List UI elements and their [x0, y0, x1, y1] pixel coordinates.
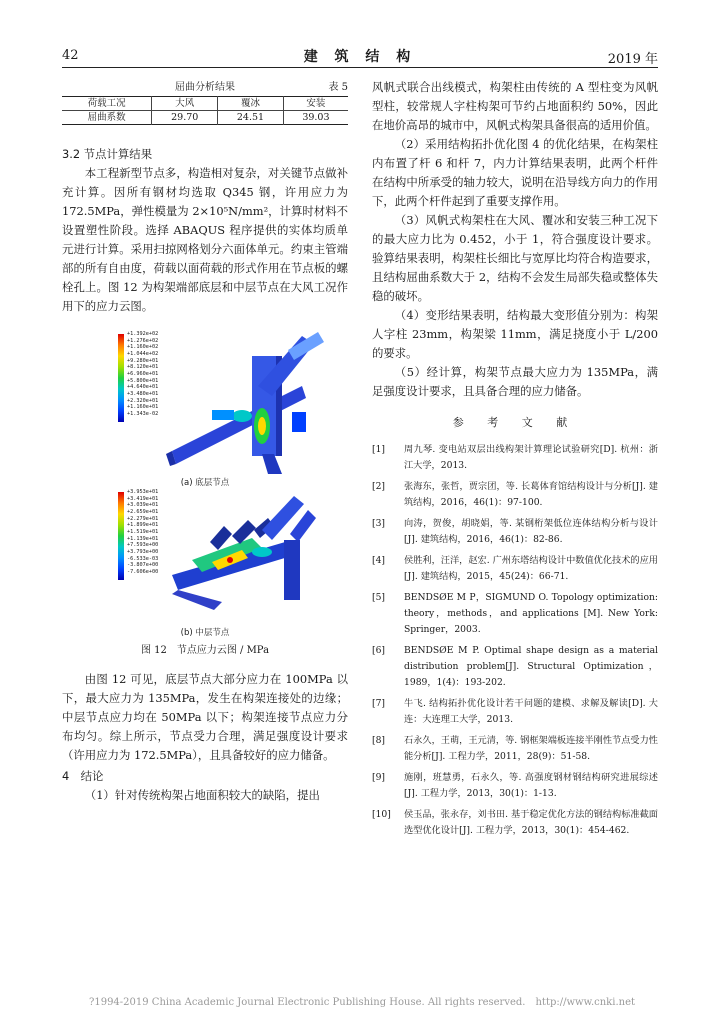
reference-item [372, 553, 658, 585]
legend-value: +2.659e+01 [127, 508, 159, 515]
legend-value: +7.593e+00 [127, 542, 159, 549]
reference-number: [7] [372, 698, 386, 709]
reference-item [372, 696, 658, 728]
figure-caption: 图 12 节点应力云图 / MPa [140, 645, 270, 656]
reference-text: 施刚，班慧勇，石永久，等. 高强度钢材钢结构研究进展综述[J]. 工程力学，2013，30(1)：1-13. [404, 772, 658, 799]
table-cell: 大风 [152, 97, 218, 111]
stress-contour-bottom-node [62, 326, 348, 476]
reference-text: 周九琴. 变电站双层出线构架计算理论试验研究[D]. 杭州：浙江大学，2013. [404, 444, 658, 471]
left-column [62, 78, 348, 805]
contour-image-b [62, 490, 348, 626]
reference-item [372, 479, 658, 511]
table-title: 屈曲分析结果 [175, 82, 235, 93]
journal-title: 建 筑 结 构 [303, 49, 417, 65]
table-caption [62, 78, 348, 96]
reference-number: [3] [372, 518, 386, 529]
legend-value: +5.800e+01 [127, 377, 159, 384]
legend-value: +1.044e+02 [127, 350, 159, 357]
legend-value: -6.533e-03 [127, 555, 159, 562]
legend-value: +1.392e+02 [127, 331, 159, 337]
paragraph: （1）针对传统构架占地面积较大的缺陷，提出 [84, 788, 320, 802]
legend-value: +1.899e+01 [127, 522, 159, 529]
reference-list [372, 442, 658, 839]
reference-text: 张海东，张哲，贾宗团，等. 长葛体育馆结构设计与分析[J]. 建筑结构，2016，46(1)：97-100. [404, 481, 658, 508]
reference-text: 侯玉品，张永存，刘书田. 基于稳定优化方法的钢结构标准截面选型优化设计[J]. 工程力学，2013，30(1)：454-462. [404, 809, 658, 836]
right-column [372, 78, 658, 844]
contour-image-a [62, 326, 348, 476]
subfigure-label-a: (a) 底层节点 [180, 478, 230, 488]
reference-item [372, 733, 658, 765]
reference-text: 侯胜利，汪洋，赵宏. 广州东塔结构设计中数值优化技术的应用[J]. 建筑结构，2015，45(24)：66-71. [404, 555, 658, 582]
legend-value: +1.160e+01 [127, 404, 159, 411]
reference-number: [9] [372, 772, 386, 783]
legend-value: +1.160e+02 [127, 344, 159, 351]
table-row [62, 97, 348, 111]
legend-value: +1.276e+02 [127, 337, 159, 344]
reference-text: 石永久，王萌，王元清，等. 钢框架端板连接半刚性节点受力性能分析[J]. 工程力学，2011，28(9)：51-58. [404, 735, 658, 762]
reference-item [372, 442, 658, 474]
legend-value: -7.606e+00 [127, 568, 159, 575]
reference-number: [4] [372, 555, 386, 566]
reference-item [372, 770, 658, 802]
subfigure-label-b: (b) 中层节点 [180, 628, 230, 638]
paragraph: （4）变形结果表明，结构最大变形值分别为：构架人字柱 23mm，构架梁 11mm，满足挠度小于 L/200 的要求。 [372, 308, 658, 360]
reference-number: [2] [372, 481, 386, 492]
table-cell: 39.03 [283, 111, 348, 125]
reference-number: [1] [372, 444, 386, 455]
legend-value: +3.419e+01 [127, 495, 159, 502]
section-heading-3-2: 3.2 节点计算结果 [62, 147, 153, 161]
page-header [62, 44, 658, 68]
copyright-footer: ?1994-2019 China Academic Journal Electronic Publishing House. All rights reserved. http://www.cnki.net [88, 997, 635, 1008]
reference-item [372, 643, 658, 691]
legend-value: +1.519e+01 [127, 528, 159, 535]
paragraph: 由图 12 可见，底层节点大部分应力在 100MPa 以下，最大应力为 135MPa，发生在构架连接处的边缘；中层节点应力均在 50MPa 以下；构架连接节点应力分布均匀。综上所示，节点受力合理，满足强度设计要求（许用应力为 172.5MPa），且具备较好的应力储备。 [62, 672, 348, 762]
table-number: 表 5 [328, 82, 348, 93]
reference-number: [5] [372, 592, 386, 603]
paragraph: （2）采用结构拓扑优化图 4 的优化结果，在构架柱内布置了杆 6 和杆 7，内力计算结果表明，此两个杆件在结构中所承受的轴力较大，说明在沿导线方向力的作用下，此两个杆件起到了重要支撑作用。 [372, 137, 658, 208]
reference-item [372, 807, 658, 839]
table-cell: 安装 [283, 97, 348, 111]
reference-number: [8] [372, 735, 386, 746]
legend-value: -3.807e+00 [127, 562, 159, 569]
reference-item [372, 590, 658, 638]
figure-12 [62, 326, 348, 662]
legend-color-bar [118, 492, 124, 580]
legend-value: +4.640e+01 [127, 384, 159, 391]
section-heading-4: 4 结论 [62, 769, 104, 783]
legend-color-bar [118, 334, 124, 422]
legend-value: +1.343e-02 [127, 410, 159, 417]
reference-text: 向涛，贺俊，胡晓娟，等. 某钢桁架低位连体结构分析与设计[J]. 建筑结构，2016，46(1)：82-86. [404, 518, 658, 545]
page-number: 42 [62, 48, 79, 63]
legend-value: +9.280e+01 [127, 357, 159, 364]
legend-labels [127, 489, 158, 576]
legend-value: +1.139e+01 [127, 535, 159, 542]
reference-text: BENDSØE M P，SIGMUND O. Topology optimization: theory，methods，and applications [M]. New York: Springer，2003. [404, 592, 658, 635]
reference-text: 牛飞. 结构拓扑优化设计若干问题的建模、求解及解读[D]. 大连：大连理工大学，2013. [404, 698, 658, 725]
legend-value: +3.480e+01 [127, 390, 159, 397]
legend-labels [127, 331, 158, 418]
paragraph: （3）风帆式构架柱在大风、覆冰和安装三种工况下的最大应力比为 0.452，小于 1，符合强度设计要求。验算结果表明，构架柱长细比与宽厚比均符合构造要求，且结构屈曲系数大于 2，结构不会发生局部失稳或整体失稳的破坏。 [372, 213, 658, 303]
legend-value: +2.320e+01 [127, 397, 159, 404]
reference-number: [6] [372, 645, 386, 656]
table-cell: 荷载工况 [87, 98, 126, 109]
table-cell: 屈曲系数 [62, 111, 152, 125]
journal-year: 2019 年 [607, 52, 658, 67]
table-cell: 覆冰 [218, 97, 284, 111]
legend-value: +8.120e+01 [127, 364, 159, 371]
legend-value: +6.960e+01 [127, 370, 159, 377]
table-cell: 24.51 [218, 111, 284, 125]
legend-value: +3.793e+00 [127, 548, 159, 555]
buckling-table [62, 96, 348, 125]
legend-value: +3.953e+01 [127, 489, 159, 495]
paragraph: 风帆式联合出线模式，构架柱由传统的 A 型柱变为风帆型柱，较常规人字柱构架可节约占地面积约 50%，因此在地价高昂的城市中，风帆式构架具备很高的适用价值。 [372, 80, 658, 132]
reference-number: [10] [372, 809, 391, 820]
references-heading: 参 考 文 献 [452, 416, 578, 429]
reference-text: BENDSØE M P. Optimal shape design as a material distribution problem[J]. Structural Optimization，1989，1(4)：193-202. [404, 645, 658, 688]
legend-value: +2.279e+01 [127, 515, 159, 522]
legend-value: +3.039e+01 [127, 502, 159, 509]
paragraph: （5）经计算，构架节点最大应力为 135MPa，满足强度设计要求，且具备合理的应力储备。 [372, 365, 658, 398]
reference-item [372, 516, 658, 548]
stress-contour-middle-node [62, 490, 348, 626]
table-cell: 29.70 [152, 111, 218, 125]
table-row [62, 111, 348, 125]
paragraph: 本工程新型节点多，构造相对复杂，对关键节点做补充计算。因所有钢材均选取 Q345 钢，许用应力为 172.5MPa，弹性模量为 2×10⁵N/mm²，计算时材料不设置塑性阶段。选择 ABAQUS 程序提供的实体均质单元进行计算。采用扫掠网格划分六面体单元。约束主管端部的所有自由度，荷载以面荷载的形式作用在节点板的螺栓孔上。图 12 为构架端部底层和中层节点在大风工况作用下的应力云图。 [62, 166, 348, 313]
